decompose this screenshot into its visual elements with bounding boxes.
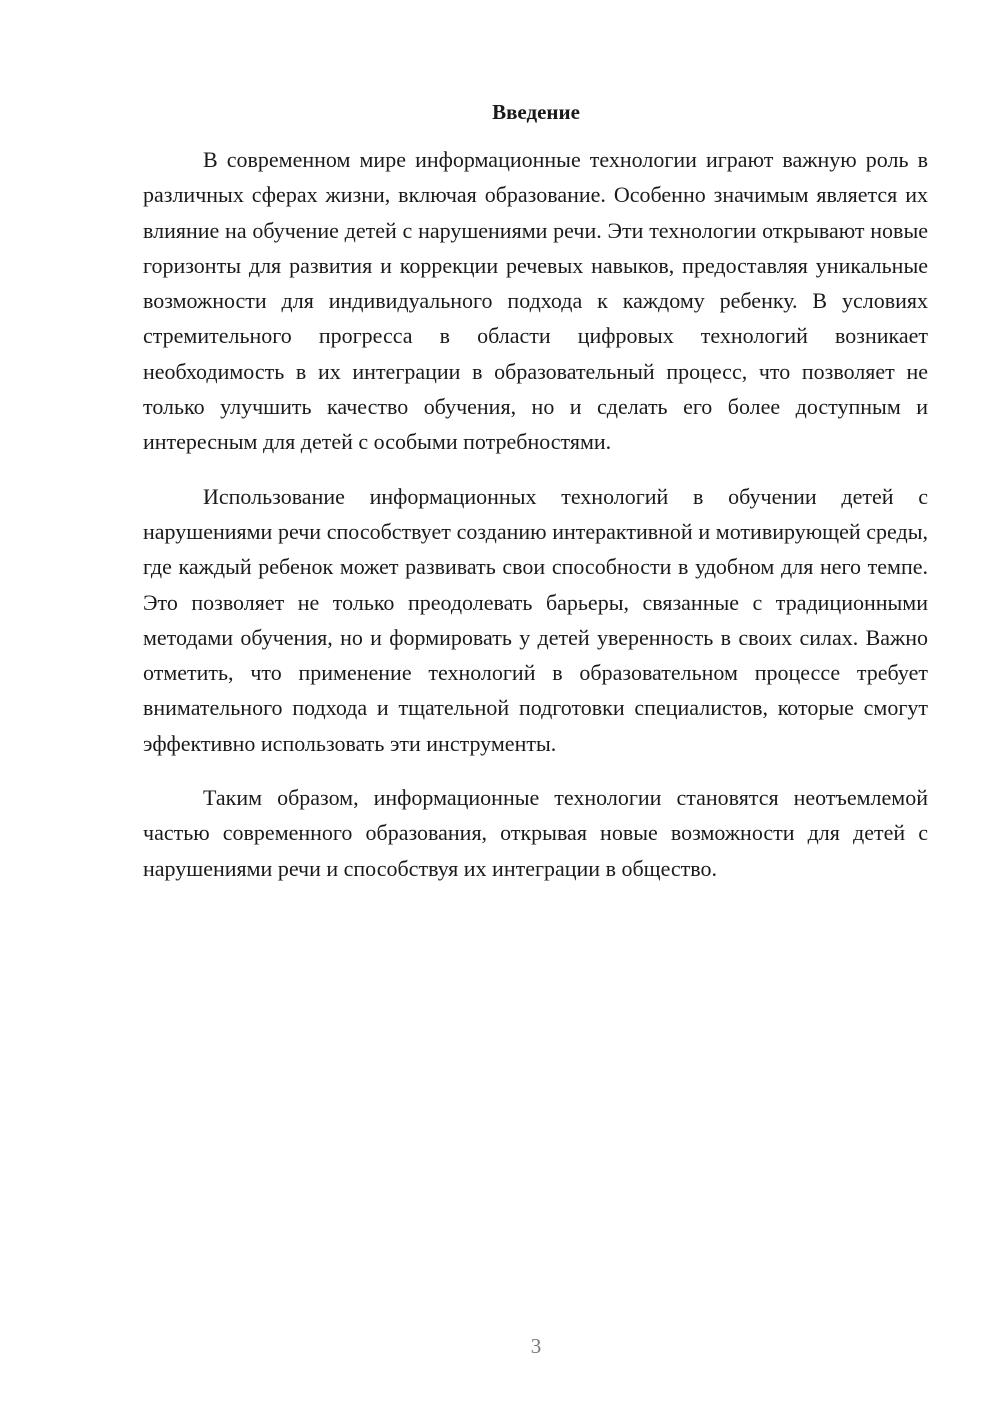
paragraph: Таким образом, информационные технологии становятся неотъемлемой частью современного образования, открывая новые возможности для детей с нарушениями речи и способствуя их интеграции в общество. <box>143 785 928 881</box>
page-number: 3 <box>530 1334 542 1358</box>
paragraph: Использование информационных технологий в обучении детей с нарушениями речи способствует созданию интерактивной и мотивирующей среды, где каждый ребенок может развивать свои способности в удобном для него темпе. Это позволяет не только преодолевать барьеры, связанные с традиционными методами обучения, но и формировать у детей уверенность в своих силах. Важно отметить, что применение технологий в образовательном процессе требует внимательного подхода и тщательной подготовки специалистов, которые смогут эффективно использовать эти инструменты. <box>143 483 928 756</box>
page-title: Введение <box>492 100 580 124</box>
document-body <box>143 142 928 905</box>
paragraph: В современном мире информационные технологии играют важную роль в различных сферах жизни, включая образование. Особенно значимым является их влияние на обучение детей с нарушениями речи. Эти технологии открывают новые горизонты для развития и коррекции речевых навыков, предоставляя уникальные возможности для индивидуального подхода к каждому ребенку. В условиях стремительного прогресса в области цифровых технологий возникает необходимость в их интеграции в образовательный процесс, что позволяет не только улучшить качество обучения, но и сделать его более доступным и интересным для детей с особыми потребностями. <box>143 147 928 455</box>
